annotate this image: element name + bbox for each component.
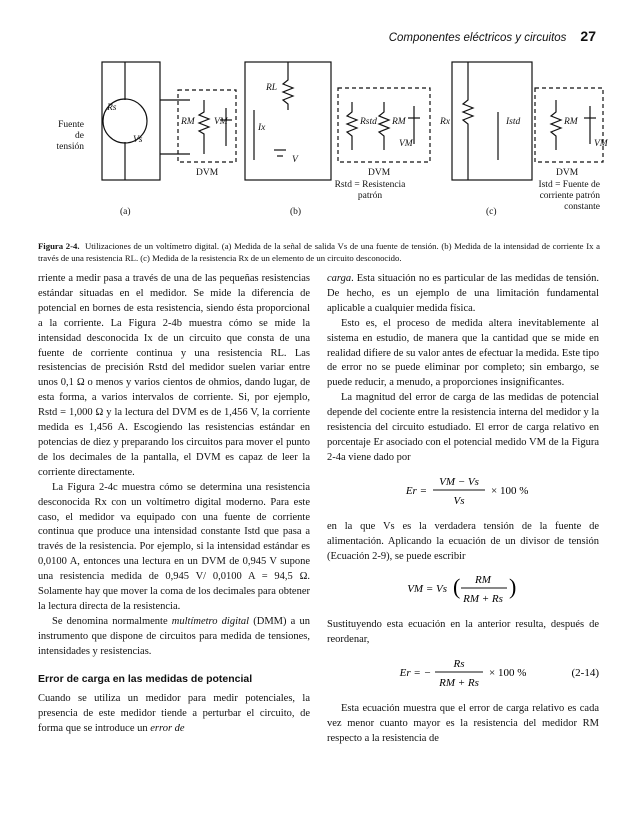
left-paragraph-1: rriente a medir pasa a través de una de las pequeñas resistencias estándar situadas en el medidor. Se mide la diferencia de potencial en bornes de esta resistencia, siendo ésta proporcional a la corriente. La Figura 2-4b muestra cómo se mide la intensidad desconocida Ix de un circuito que consta de una fuente de corriente continua y una resistencia RL. Las resistencias de precisión Rstd del medidor suelen variar entre unos 0,1 Ω o menos y varios cientos de ohmios, dando lugar, de esta forma, a varios intervalos de corriente. Si, por ejemplo, Rstd = 1,000 Ω y la lectura del DVM es de 1,456 V, la corriente medida es 1,456 A. Escogiendo las resistencias estándar en potencias de diez y preparando los circuitos para mover el punto de los decimales de la pantalla, el DVM es capaz de leer la corriente directamente. [38,273,310,478]
left-paragraph-3: Se denomina normalmente multímetro digital (DMM) a un instrumento que dispone de circuitos para medida de tensiones, intensidades y resistencias. [38,615,310,657]
source-label-2: de [75,131,84,141]
svg-text:): ) [509,574,517,600]
eq1-den: Vs [453,494,465,507]
label-rm-a: RM [181,117,195,127]
equation-3 [327,648,599,696]
right-column [327,272,599,747]
note-b-1: Rstd = Resistencia [334,180,406,190]
eq3-lhs: Er = − [399,667,431,680]
figure-2-4 [0,0,638,238]
dvm-label-c: DVM [556,168,579,178]
dvm-box-b [338,88,430,162]
note-c-3: constante [564,202,600,212]
right-paragraph-1: carga. Esta situación no es particular de las medidas de tensión. De hecho, es un ejemplo de una limitación fundamental aplicable a cualquier medida física. [327,273,599,314]
label-vm-c: VM [594,139,608,149]
source-box [102,62,160,180]
running-title: Componentes eléctricos y circuitos [388,32,567,44]
eq1-num: VM − Vs [439,475,479,488]
label-rs: Rs [107,103,117,113]
eq1-rhs: × 100 % [491,484,529,497]
eq2-num: RM [475,574,491,587]
right-paragraph-4: en la que Vs es la verdadera tensión de la fuente de alimentación. Aplicando la ecuación de un divisor de tensión (Ecuación 2-9), se puede escribir [327,520,599,562]
figure-caption [38,240,600,264]
tag-a: (a) [120,207,131,217]
label-rl: RL [266,83,278,93]
svg-text:(: ( [453,574,461,600]
equation-2 [327,564,599,612]
label-vs: Vs [133,135,143,145]
label-istd: Istd [506,117,521,127]
label-ix: Ix [258,123,266,133]
right-paragraph-5: Sustituyendo esta ecuación en la anterior resulta, después de reordenar, [327,619,599,646]
eq2-den: RM + Rs [463,593,503,606]
eq1-lhs: Er = [405,484,427,497]
caption-label: Figura 2-4. [38,241,80,251]
note-c-1: Istd = Fuente de [538,180,600,190]
label-rx: Rx [440,117,451,127]
tag-c: (c) [486,207,497,217]
eq3-num: Rs [453,658,465,671]
source-label-1: Fuente [58,120,84,130]
note-c-2: corriente patrón [539,191,600,201]
label-vm-b: VM [399,139,413,149]
eq3-number: (2-14) [571,667,599,680]
source-label-3: tensión [56,142,84,152]
equation-1 [327,466,599,514]
right-paragraph-2: Esto es, el proceso de medida altera inevitablemente al sistema en estudio, de manera que la cantidad que se mide en realidad difiere de su valor antes de efectuar la medida. Este tipo de error no se puede eliminar por completo; sin embargo, se puede reducir, a menudo, a proporciones insignificantes. [327,317,599,389]
right-paragraph-6: Esta ecuación muestra que el error de carga relativo es cada vez menor cuanto mayor es la resistencia del medidor RM respecto a la resistencia de [327,703,599,744]
caption-text: Utilizaciones de un voltímetro digital. (a) Medida de la señal de salida Vs de una fuente de tensión. (b) Medida de la intensidad de corriente Ix a través de una resistencia RL. (c) Medida de la resistencia Rx de un elemento de un circuito desconocido. [38,241,601,263]
tag-b: (b) [290,207,302,217]
left-column [38,272,310,737]
dvm-label-b: DVM [368,168,391,178]
left-paragraph-2: La Figura 2-4c muestra cómo se determina una resistencia desconocida Rx con un voltímetro digital moderno. Para este caso, el medidor va equipado con una fuente de corriente continua que produce una intensidad constante Istd que pasa a través de la resistencia. Por ejemplo, si la intensidad estándar es 0,0100 A, entonces una lectura en un DVM de 0,945 V supone una resistencia medida de 0,945 V/ 0,0100 A = 94,5 Ω. Solamente hay que mover la coma de los decimales para obtener la lectura directa de la resistencia. [38,481,310,612]
eq2-lhs: VM = Vs [407,583,447,596]
page-number: 27 [580,28,596,44]
eq3-den: RM + Rs [439,677,479,690]
note-b-2: patrón [357,191,383,201]
label-rm-b: RM [392,117,406,127]
label-rstd: Rstd [360,117,377,127]
label-v: V [292,155,298,165]
left-paragraph-4: Cuando se utiliza un medidor para medir potenciales, la presencia de este medidor tiende a perturbar el circuito, de forma que se introduce un error de [38,693,310,735]
dvm-label-a: DVM [196,168,219,178]
label-vm-a: VM [214,117,228,127]
eq3-rhs: × 100 % [489,667,527,680]
section-title: Error de carga en las medidas de potencial [38,672,253,685]
right-paragraph-3: La magnitud del error de carga de las medidas de potencial depende del cociente entre la resistencia interna del medidor y la resistencia del circuito estudiado. El error de carga relativo en porcentaje Er asociado con el potencial medido VM de la Figura 2-4a viene dado por [327,392,599,463]
label-rm-c: RM [564,117,578,127]
